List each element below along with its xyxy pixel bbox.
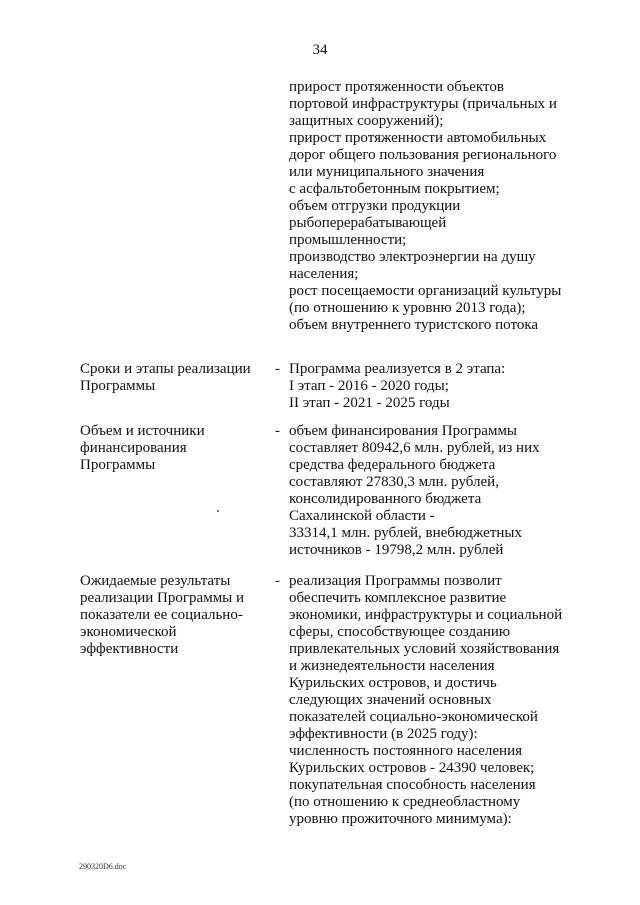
scan-speck bbox=[217, 510, 219, 512]
section-label bbox=[80, 423, 270, 474]
label-line: экономической bbox=[80, 624, 177, 640]
label-line: Объем и источники bbox=[80, 423, 205, 439]
content-line: составляют 27830,3 млн. рублей, bbox=[289, 474, 499, 490]
content-line: Курильских островов, и достичь bbox=[289, 675, 497, 691]
content-line: Курильских островов - 24390 человек; bbox=[289, 760, 535, 776]
content-line: Программа реализуется в 2 этапа: bbox=[289, 361, 506, 377]
label-line: реализации Программы и bbox=[80, 590, 245, 606]
content-line: 33314,1 млн. рублей, внебюджетных bbox=[289, 525, 522, 541]
section-content bbox=[289, 423, 579, 559]
content-line: объем отгрузки продукции bbox=[289, 198, 461, 214]
content-line: следующих значений основных bbox=[289, 692, 492, 708]
content-line: консолидированного бюджета bbox=[289, 491, 482, 507]
content-line: портовой инфраструктуры (причальных и bbox=[289, 96, 557, 112]
section-dash: - bbox=[275, 423, 280, 439]
footer-filename: 290320D6.doc bbox=[79, 862, 127, 871]
section-content bbox=[289, 361, 579, 412]
content-line: обеспечить комплексное развитие bbox=[289, 590, 507, 606]
content-line: населения; bbox=[289, 266, 359, 282]
content-line: покупательная способность населения bbox=[289, 777, 536, 793]
label-line: Программы bbox=[80, 457, 156, 473]
label-line: показатели ее социально- bbox=[80, 607, 243, 623]
content-line: объем внутреннего туристского потока bbox=[289, 317, 539, 333]
content-line: средства федерального бюджета bbox=[289, 457, 496, 473]
label-line: Ожидаемые результаты bbox=[80, 573, 231, 589]
label-line: эффективности bbox=[80, 641, 179, 657]
label-line: финансирования bbox=[80, 440, 187, 456]
content-line: защитных сооружений); bbox=[289, 113, 444, 129]
content-line: (по отношению к уровню 2013 года); bbox=[289, 300, 526, 316]
section-dash: - bbox=[275, 573, 280, 589]
content-line: рост посещаемости организаций культуры bbox=[289, 283, 562, 299]
content-line: или муниципального значения bbox=[289, 164, 485, 180]
content-line: эффективности (в 2025 году): bbox=[289, 726, 478, 742]
content-line: производство электроэнергии на душу bbox=[289, 249, 536, 265]
content-line: сферы, способствующее созданию bbox=[289, 624, 511, 640]
label-line: Сроки и этапы реализации bbox=[80, 361, 251, 377]
content-line: показателей социально-экономической bbox=[289, 709, 538, 725]
content-line: и жизнедеятельности населения bbox=[289, 658, 495, 674]
content-line: привлекательных условий хозяйствования bbox=[289, 641, 560, 657]
content-line: уровню прожиточного минимума): bbox=[289, 811, 512, 827]
content-line: прирост протяженности автомобильных bbox=[289, 130, 547, 146]
page-number: 34 bbox=[312, 42, 328, 58]
content-line: составляет 80942,6 млн. рублей, из них bbox=[289, 440, 540, 456]
section-dash: - bbox=[275, 361, 280, 377]
content-line: Сахалинской области - bbox=[289, 508, 435, 524]
section-label bbox=[80, 573, 270, 658]
content-line: источников - 19798,2 млн. рублей bbox=[289, 542, 504, 558]
content-line: прирост протяженности объектов bbox=[289, 79, 504, 95]
section-content bbox=[289, 573, 579, 828]
content-line: рыбоперерабатывающей bbox=[289, 215, 447, 231]
content-line: реализация Программы позволит bbox=[289, 573, 502, 589]
content-line: дорог общего пользования регионального bbox=[289, 147, 557, 163]
content-line: численность постоянного населения bbox=[289, 743, 522, 759]
label-line: Программы bbox=[80, 378, 156, 394]
content-line: (по отношению к среднеобластному bbox=[289, 794, 521, 810]
content-line: с асфальтобетонным покрытием; bbox=[289, 181, 500, 197]
content-line: промышленности; bbox=[289, 232, 407, 248]
content-line: экономики, инфраструктуры и социальной bbox=[289, 607, 563, 623]
content-line: I этап - 2016 - 2020 годы; bbox=[289, 378, 449, 394]
content-line: объем финансирования Программы bbox=[289, 423, 518, 439]
content-line: II этап - 2021 - 2025 годы bbox=[289, 395, 450, 411]
continuation-content bbox=[289, 79, 579, 334]
section-label bbox=[80, 361, 270, 395]
